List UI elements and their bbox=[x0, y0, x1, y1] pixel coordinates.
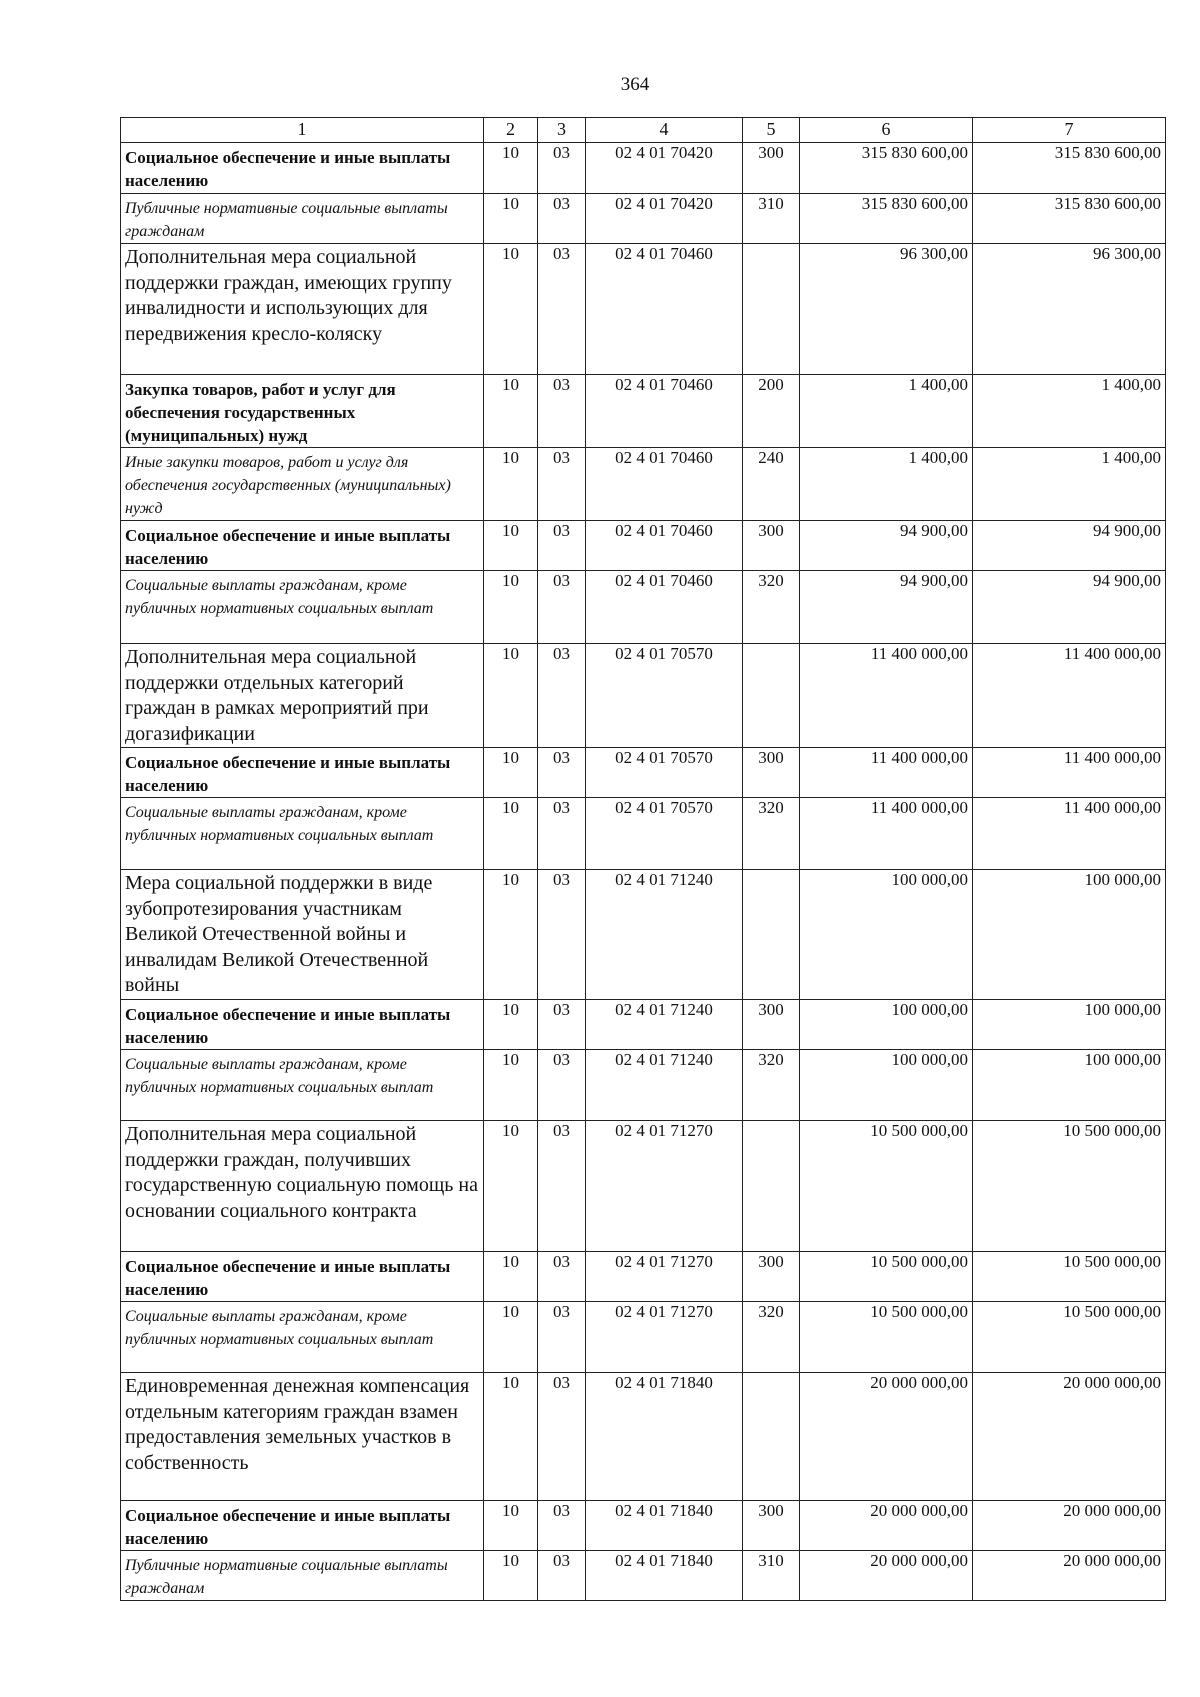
subsection-code: 03 bbox=[538, 1121, 586, 1252]
amount-year-1: 11 400 000,00 bbox=[800, 798, 973, 870]
amount-year-2: 100 000,00 bbox=[973, 870, 1166, 1000]
target-article-code: 02 4 01 71270 bbox=[586, 1302, 743, 1373]
expense-type-code: 320 bbox=[743, 1050, 800, 1121]
section-code: 10 bbox=[484, 194, 538, 244]
target-article-code: 02 4 01 70570 bbox=[586, 798, 743, 870]
amount-year-2: 100 000,00 bbox=[973, 1050, 1166, 1121]
amount-year-1: 315 830 600,00 bbox=[800, 194, 973, 244]
table-row bbox=[121, 1501, 1166, 1551]
amount-year-1: 20 000 000,00 bbox=[800, 1551, 973, 1601]
row-description: Мера социальной поддержки в виде зубопротезирования участникам Великой Отечественной войны и инвалидам Великой Отечественной войны bbox=[121, 870, 484, 1000]
expense-type-code: 300 bbox=[743, 521, 800, 571]
column-header: 4 bbox=[586, 118, 743, 143]
target-article-code: 02 4 01 71840 bbox=[586, 1551, 743, 1601]
table-row bbox=[121, 798, 1166, 870]
section-code: 10 bbox=[484, 1121, 538, 1252]
amount-year-2: 1 400,00 bbox=[973, 448, 1166, 521]
expense-type-code bbox=[743, 870, 800, 1000]
section-code: 10 bbox=[484, 1551, 538, 1601]
section-code: 10 bbox=[484, 798, 538, 870]
row-description: Единовременная денежная компенсация отдельным категориям граждан взамен предоставления земельных участков в собственность bbox=[121, 1373, 484, 1501]
row-description: Социальные выплаты гражданам, кроме публичных нормативных социальных выплат bbox=[121, 798, 484, 870]
amount-year-2: 315 830 600,00 bbox=[973, 194, 1166, 244]
row-description: Дополнительная мера социальной поддержки граждан, имеющих группу инвалидности и использующих для передвижения кресло-коляску bbox=[121, 244, 484, 375]
amount-year-1: 11 400 000,00 bbox=[800, 644, 973, 748]
table-row bbox=[121, 1373, 1166, 1501]
target-article-code: 02 4 01 70460 bbox=[586, 375, 743, 448]
section-code: 10 bbox=[484, 1050, 538, 1121]
expense-type-code: 300 bbox=[743, 143, 800, 194]
expense-type-code bbox=[743, 1121, 800, 1252]
amount-year-2: 11 400 000,00 bbox=[973, 644, 1166, 748]
row-description: Дополнительная мера социальной поддержки отдельных категорий граждан в рамках мероприятий при догазификации bbox=[121, 644, 484, 748]
row-description: Социальное обеспечение и иные выплаты населению bbox=[121, 1501, 484, 1551]
section-code: 10 bbox=[484, 1373, 538, 1501]
table-row bbox=[121, 1000, 1166, 1050]
amount-year-1: 1 400,00 bbox=[800, 375, 973, 448]
subsection-code: 03 bbox=[538, 1050, 586, 1121]
subsection-code: 03 bbox=[538, 644, 586, 748]
table-row bbox=[121, 375, 1166, 448]
table-row bbox=[121, 1551, 1166, 1601]
table-row bbox=[121, 143, 1166, 194]
subsection-code: 03 bbox=[538, 1302, 586, 1373]
table-row bbox=[121, 521, 1166, 571]
expense-type-code bbox=[743, 244, 800, 375]
table-body bbox=[121, 143, 1166, 1601]
row-description: Социальное обеспечение и иные выплаты населению bbox=[121, 1000, 484, 1050]
expense-type-code: 320 bbox=[743, 798, 800, 870]
amount-year-1: 10 500 000,00 bbox=[800, 1302, 973, 1373]
subsection-code: 03 bbox=[538, 870, 586, 1000]
target-article-code: 02 4 01 70460 bbox=[586, 448, 743, 521]
section-code: 10 bbox=[484, 1302, 538, 1373]
table-row bbox=[121, 571, 1166, 644]
amount-year-1: 315 830 600,00 bbox=[800, 143, 973, 194]
column-header: 6 bbox=[800, 118, 973, 143]
table-row bbox=[121, 244, 1166, 375]
row-description: Социальное обеспечение и иные выплаты населению bbox=[121, 1252, 484, 1302]
section-code: 10 bbox=[484, 448, 538, 521]
amount-year-1: 11 400 000,00 bbox=[800, 748, 973, 798]
section-code: 10 bbox=[484, 571, 538, 644]
expense-type-code bbox=[743, 644, 800, 748]
expense-type-code: 200 bbox=[743, 375, 800, 448]
target-article-code: 02 4 01 70460 bbox=[586, 571, 743, 644]
subsection-code: 03 bbox=[538, 1551, 586, 1601]
table-row bbox=[121, 448, 1166, 521]
expense-type-code: 300 bbox=[743, 1501, 800, 1551]
subsection-code: 03 bbox=[538, 244, 586, 375]
section-code: 10 bbox=[484, 1501, 538, 1551]
row-description: Социальное обеспечение и иные выплаты населению bbox=[121, 143, 484, 194]
row-description: Публичные нормативные социальные выплаты гражданам bbox=[121, 194, 484, 244]
amount-year-1: 96 300,00 bbox=[800, 244, 973, 375]
amount-year-2: 20 000 000,00 bbox=[973, 1373, 1166, 1501]
row-description: Социальные выплаты гражданам, кроме публичных нормативных социальных выплат bbox=[121, 1050, 484, 1121]
section-code: 10 bbox=[484, 870, 538, 1000]
section-code: 10 bbox=[484, 244, 538, 375]
subsection-code: 03 bbox=[538, 375, 586, 448]
amount-year-2: 1 400,00 bbox=[973, 375, 1166, 448]
row-description: Публичные нормативные социальные выплаты гражданам bbox=[121, 1551, 484, 1601]
amount-year-2: 100 000,00 bbox=[973, 1000, 1166, 1050]
target-article-code: 02 4 01 70570 bbox=[586, 644, 743, 748]
row-description: Дополнительная мера социальной поддержки граждан, получивших государственную социальную помощь на основании социального контракта bbox=[121, 1121, 484, 1252]
table-row bbox=[121, 1050, 1166, 1121]
target-article-code: 02 4 01 71840 bbox=[586, 1373, 743, 1501]
amount-year-1: 94 900,00 bbox=[800, 571, 973, 644]
subsection-code: 03 bbox=[538, 143, 586, 194]
expense-type-code: 240 bbox=[743, 448, 800, 521]
subsection-code: 03 bbox=[538, 1252, 586, 1302]
section-code: 10 bbox=[484, 521, 538, 571]
budget-table bbox=[120, 117, 1166, 1601]
expense-type-code bbox=[743, 1373, 800, 1501]
amount-year-2: 94 900,00 bbox=[973, 521, 1166, 571]
amount-year-2: 20 000 000,00 bbox=[973, 1551, 1166, 1601]
column-header: 5 bbox=[743, 118, 800, 143]
page-number: 364 bbox=[620, 74, 650, 95]
subsection-code: 03 bbox=[538, 1373, 586, 1501]
section-code: 10 bbox=[484, 1252, 538, 1302]
row-description: Социальные выплаты гражданам, кроме публичных нормативных социальных выплат bbox=[121, 571, 484, 644]
column-header: 7 bbox=[973, 118, 1166, 143]
expense-type-code: 310 bbox=[743, 1551, 800, 1601]
target-article-code: 02 4 01 70570 bbox=[586, 748, 743, 798]
amount-year-2: 10 500 000,00 bbox=[973, 1252, 1166, 1302]
expense-type-code: 320 bbox=[743, 571, 800, 644]
table-header-row bbox=[121, 118, 1166, 143]
table-row bbox=[121, 194, 1166, 244]
amount-year-1: 20 000 000,00 bbox=[800, 1373, 973, 1501]
amount-year-2: 96 300,00 bbox=[973, 244, 1166, 375]
target-article-code: 02 4 01 71240 bbox=[586, 1050, 743, 1121]
section-code: 10 bbox=[484, 375, 538, 448]
target-article-code: 02 4 01 71270 bbox=[586, 1252, 743, 1302]
amount-year-1: 94 900,00 bbox=[800, 521, 973, 571]
table-row bbox=[121, 748, 1166, 798]
row-description: Социальное обеспечение и иные выплаты населению bbox=[121, 748, 484, 798]
expense-type-code: 310 bbox=[743, 194, 800, 244]
subsection-code: 03 bbox=[538, 194, 586, 244]
row-description: Социальные выплаты гражданам, кроме публичных нормативных социальных выплат bbox=[121, 1302, 484, 1373]
amount-year-2: 20 000 000,00 bbox=[973, 1501, 1166, 1551]
amount-year-2: 315 830 600,00 bbox=[973, 143, 1166, 194]
expense-type-code: 300 bbox=[743, 1000, 800, 1050]
expense-type-code: 300 bbox=[743, 748, 800, 798]
subsection-code: 03 bbox=[538, 748, 586, 798]
subsection-code: 03 bbox=[538, 521, 586, 571]
row-description: Закупка товаров, работ и услуг для обеспечения государственных (муниципальных) нужд bbox=[121, 375, 484, 448]
amount-year-1: 100 000,00 bbox=[800, 1000, 973, 1050]
amount-year-2: 10 500 000,00 bbox=[973, 1121, 1166, 1252]
target-article-code: 02 4 01 71840 bbox=[586, 1501, 743, 1551]
subsection-code: 03 bbox=[538, 1000, 586, 1050]
amount-year-1: 100 000,00 bbox=[800, 870, 973, 1000]
section-code: 10 bbox=[484, 143, 538, 194]
target-article-code: 02 4 01 71240 bbox=[586, 1000, 743, 1050]
amount-year-1: 10 500 000,00 bbox=[800, 1252, 973, 1302]
target-article-code: 02 4 01 70460 bbox=[586, 521, 743, 571]
amount-year-2: 11 400 000,00 bbox=[973, 748, 1166, 798]
column-header: 3 bbox=[538, 118, 586, 143]
amount-year-2: 11 400 000,00 bbox=[973, 798, 1166, 870]
expense-type-code: 320 bbox=[743, 1302, 800, 1373]
subsection-code: 03 bbox=[538, 1501, 586, 1551]
section-code: 10 bbox=[484, 644, 538, 748]
table-row bbox=[121, 870, 1166, 1000]
section-code: 10 bbox=[484, 1000, 538, 1050]
row-description: Социальное обеспечение и иные выплаты населению bbox=[121, 521, 484, 571]
target-article-code: 02 4 01 71240 bbox=[586, 870, 743, 1000]
amount-year-1: 10 500 000,00 bbox=[800, 1121, 973, 1252]
amount-year-1: 20 000 000,00 bbox=[800, 1501, 973, 1551]
column-header: 2 bbox=[484, 118, 538, 143]
amount-year-2: 94 900,00 bbox=[973, 571, 1166, 644]
column-header: 1 bbox=[121, 118, 484, 143]
expense-type-code: 300 bbox=[743, 1252, 800, 1302]
amount-year-2: 10 500 000,00 bbox=[973, 1302, 1166, 1373]
amount-year-1: 1 400,00 bbox=[800, 448, 973, 521]
target-article-code: 02 4 01 70420 bbox=[586, 194, 743, 244]
target-article-code: 02 4 01 70460 bbox=[586, 244, 743, 375]
subsection-code: 03 bbox=[538, 798, 586, 870]
table-row bbox=[121, 644, 1166, 748]
section-code: 10 bbox=[484, 748, 538, 798]
table-row bbox=[121, 1302, 1166, 1373]
target-article-code: 02 4 01 70420 bbox=[586, 143, 743, 194]
subsection-code: 03 bbox=[538, 448, 586, 521]
amount-year-1: 100 000,00 bbox=[800, 1050, 973, 1121]
table-row bbox=[121, 1121, 1166, 1252]
row-description: Иные закупки товаров, работ и услуг для обеспечения государственных (муниципальных) нужд bbox=[121, 448, 484, 521]
target-article-code: 02 4 01 71270 bbox=[586, 1121, 743, 1252]
subsection-code: 03 bbox=[538, 571, 586, 644]
table-row bbox=[121, 1252, 1166, 1302]
